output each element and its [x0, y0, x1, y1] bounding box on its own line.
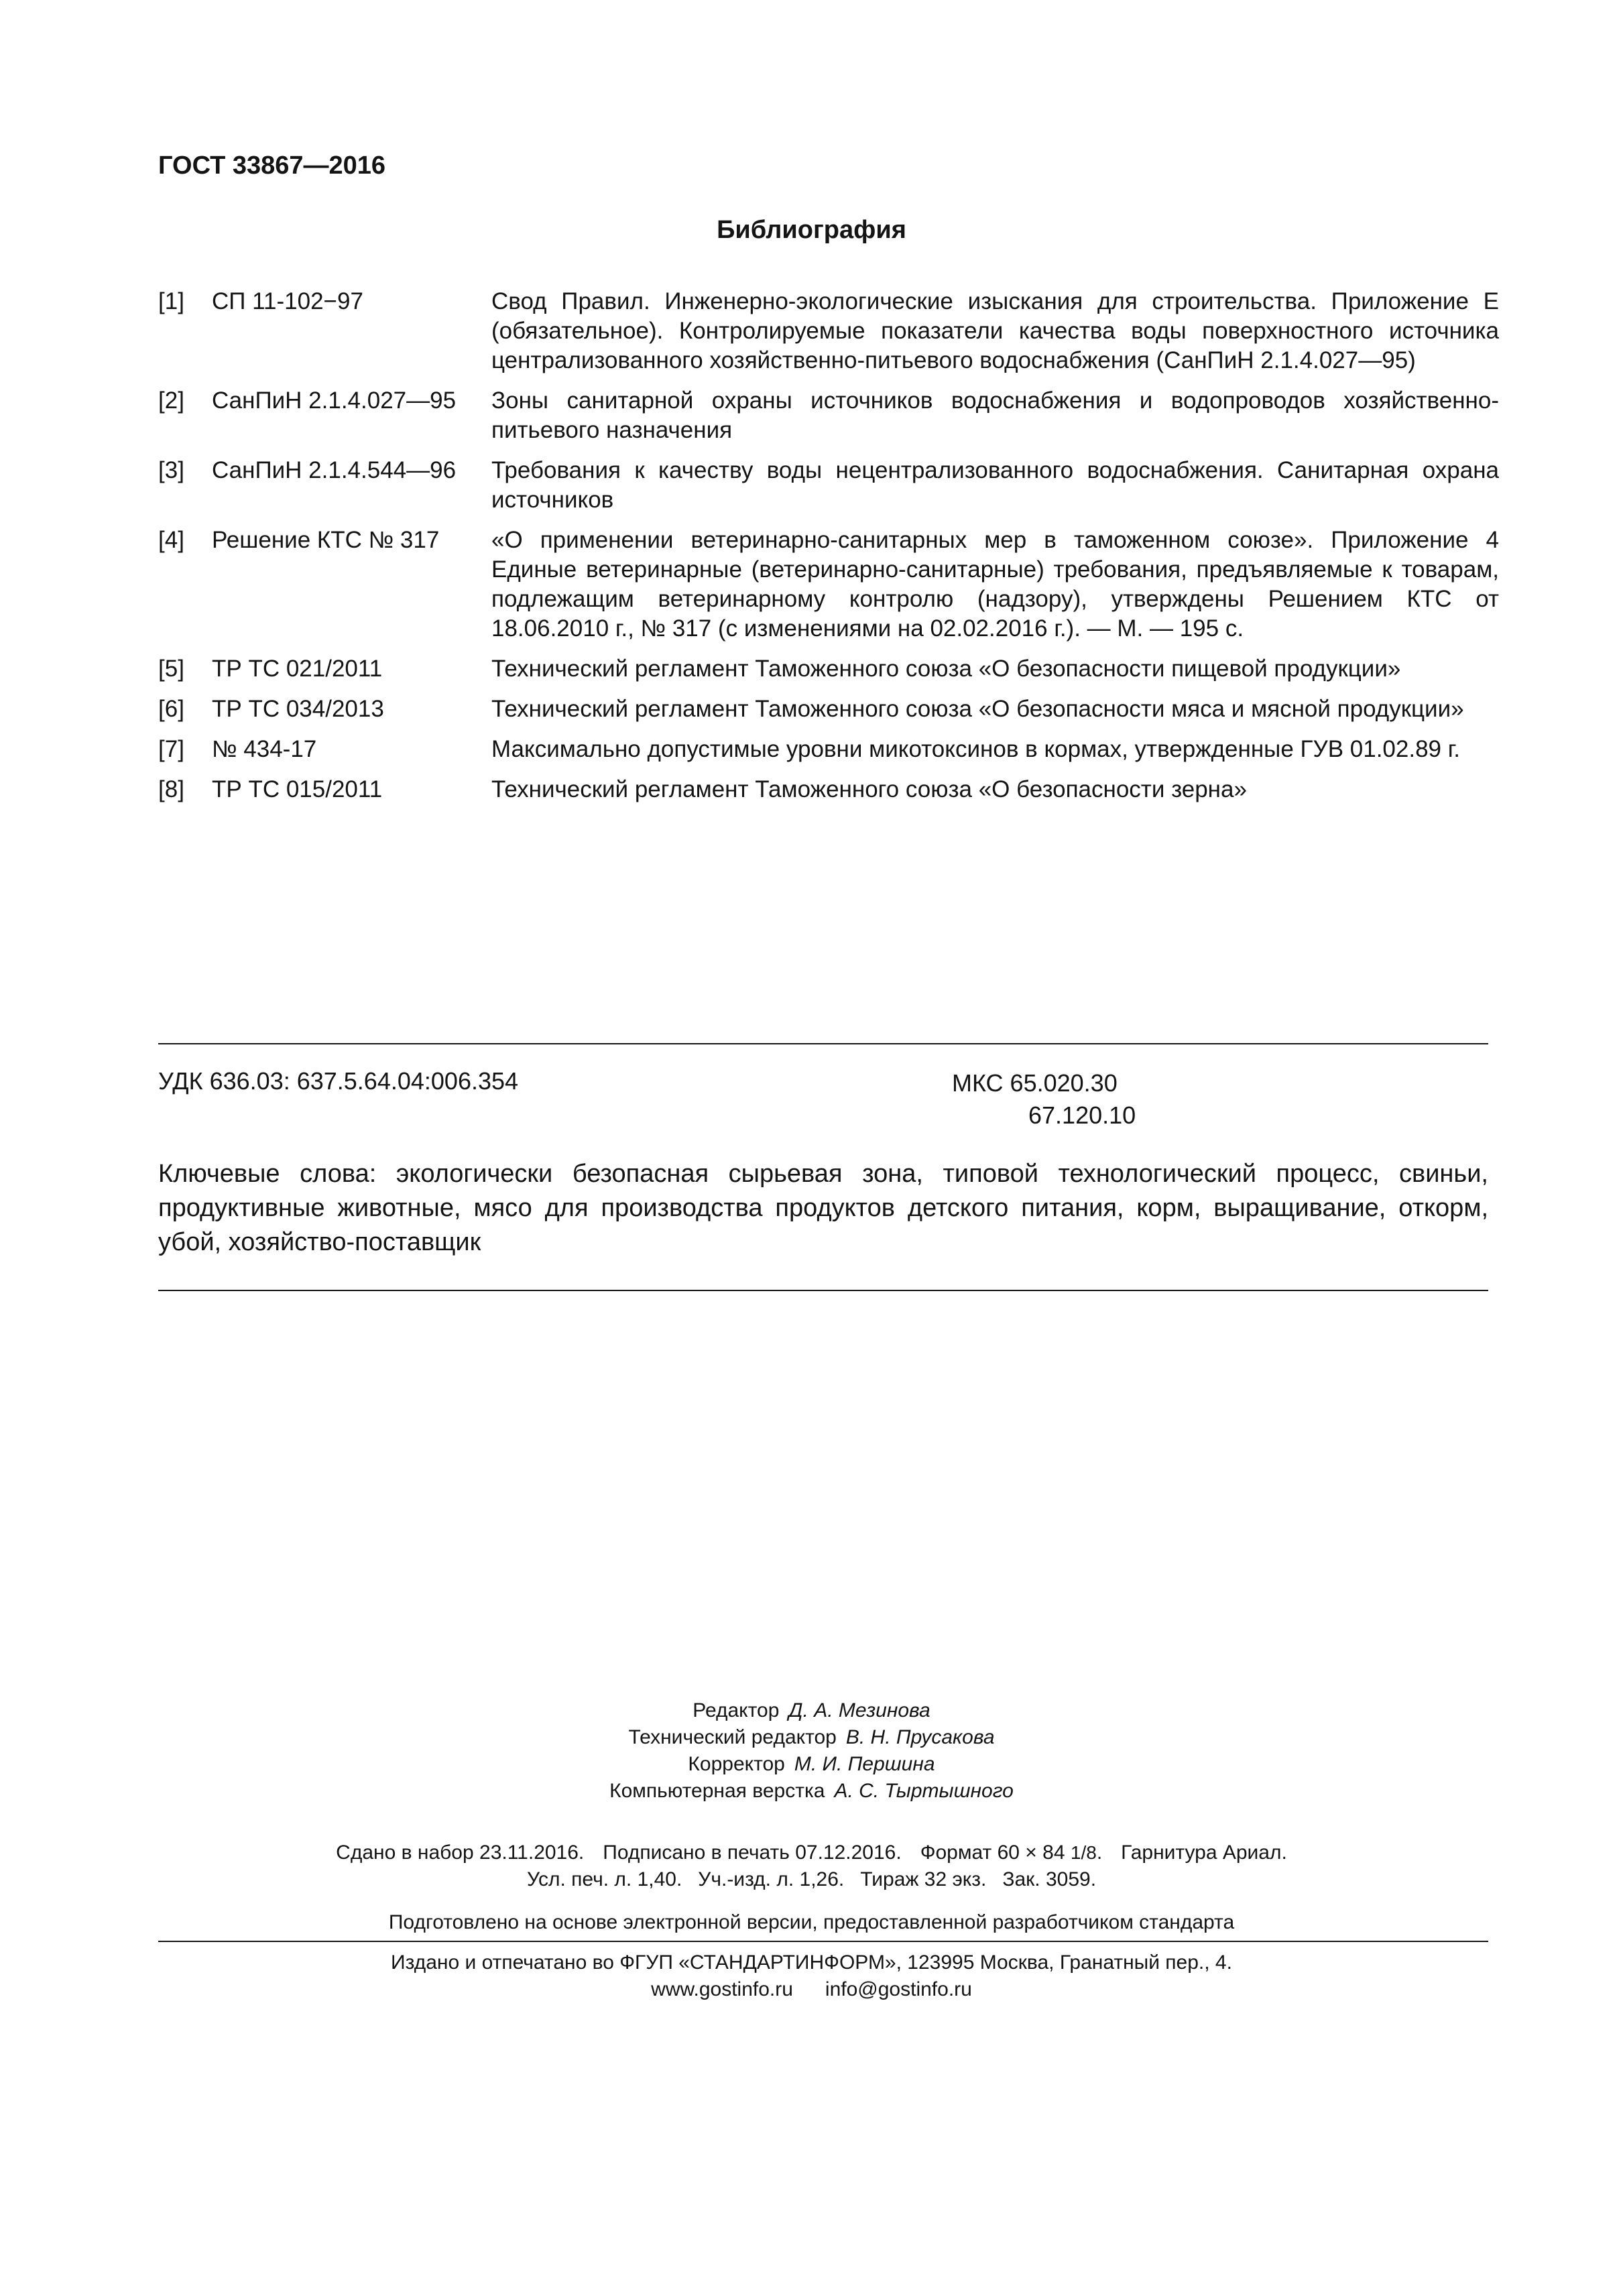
credit-row — [0, 1724, 1623, 1751]
credit-person: М. И. Першина — [794, 1753, 935, 1775]
entry-description: «О применении ветеринарно-санитарных мер в таможенном союзе». Приложение 4 Единые ветеринарные (ветеринарно-санитарные) требования, предъявляемые к товарам, подлежащим ветеринарному контролю (надзору), утверждены Решением КТС от 18.06.2010 г., № 317 (с изменениями на 02.02.2016 г.). — М. — 195 с. — [491, 527, 1499, 642]
bibliography-entry — [158, 287, 1499, 375]
mks-code-2: 67.120.10 — [1028, 1101, 1136, 1129]
bibliography-title: Библиография — [717, 216, 906, 244]
bibliography-entry — [158, 694, 1499, 724]
imprint-pub-sheets: Уч.-изд. л. 1,26. — [698, 1868, 845, 1890]
website-link[interactable]: www.gostinfo.ru — [651, 1978, 793, 2000]
entry-code: СанПиН 2.1.4.027—95 — [212, 387, 457, 414]
imprint — [0, 1839, 1623, 1893]
entry-number: [1] — [158, 288, 184, 314]
entry-description: Технический регламент Таможенного союза «О безопасности мяса и мясной продукции» — [491, 696, 1464, 722]
imprint-signed: Подписано в печать 07.12.2016. — [603, 1841, 902, 1864]
bibliography-entry — [158, 526, 1499, 644]
bibliography-entry — [158, 654, 1499, 684]
imprint-format: Формат 60 × 84 1/8. — [920, 1841, 1103, 1864]
divider-bottom — [158, 1290, 1488, 1291]
publisher-block — [0, 1949, 1623, 2003]
entry-description: Требования к качеству воды нецентрализованного водоснабжения. Санитарная охрана источников — [491, 457, 1499, 513]
credit-role: Корректор — [688, 1753, 785, 1775]
credit-person: А. С. Тыртышного — [834, 1780, 1014, 1802]
entry-code: ТР ТС 015/2011 — [212, 776, 383, 802]
imprint-line-1 — [0, 1839, 1623, 1866]
entry-code: СанПиН 2.1.4.544—96 — [212, 457, 457, 483]
entry-number: [5] — [158, 656, 184, 682]
divider-imprint — [158, 1941, 1488, 1942]
imprint-order: Зак. 3059. — [1002, 1868, 1097, 1890]
credit-role: Компьютерная верстка — [609, 1780, 825, 1802]
entry-description: Свод Правил. Инженерно-экологические изыскания для строительства. Приложение Е (обязательное). Контролируемые показатели качества воды поверхностного источника централизованного хозяйственно-питьевого водоснабжения (СанПиН 2.1.4.027—95) — [491, 288, 1499, 373]
mks-code-1: МКС 65.020.30 — [952, 1069, 1118, 1097]
credit-row — [0, 1778, 1623, 1805]
divider-top — [158, 1043, 1488, 1044]
document-code: ГОСТ 33867—2016 — [158, 152, 386, 180]
bibliography-entry — [158, 735, 1499, 764]
entry-number: [8] — [158, 776, 184, 802]
credits — [0, 1697, 1623, 1805]
mks-codes — [952, 1067, 1136, 1132]
entry-description: Технический регламент Таможенного союза «О безопасности пищевой продукции» — [491, 656, 1401, 682]
entry-code: № 434-17 — [212, 736, 317, 762]
email-link[interactable]: info@gostinfo.ru — [825, 1978, 972, 2000]
imprint-print-sheets: Усл. печ. л. 1,40. — [526, 1868, 682, 1890]
credit-row — [0, 1697, 1623, 1724]
prepared-note: Подготовлено на основе электронной версии, предоставленной разработчиком стандарта — [388, 1911, 1235, 1933]
entry-code: СП 11-102−97 — [212, 288, 363, 314]
credit-role: Редактор — [693, 1699, 780, 1721]
contacts — [0, 1976, 1623, 2003]
bibliography-entry — [158, 386, 1499, 445]
bibliography-entry — [158, 456, 1499, 515]
entry-code: Решение КТС № 317 — [212, 527, 440, 553]
entry-number: [6] — [158, 696, 184, 722]
entry-code: ТР ТС 021/2011 — [212, 656, 383, 682]
udc-code: УДК 636.03: 637.5.64.04:006.354 — [158, 1067, 519, 1095]
bibliography-entry — [158, 775, 1499, 804]
entry-number: [2] — [158, 387, 184, 414]
imprint-format-prefix: Формат 60 × 84 — [920, 1841, 1065, 1864]
entry-description: Технический регламент Таможенного союза «О безопасности зерна» — [491, 776, 1247, 802]
publisher-address: Издано и отпечатано во ФГУП «СТАНДАРТИНФОРМ», 123995 Москва, Гранатный пер., 4. — [391, 1951, 1232, 1974]
imprint-sent: Сдано в набор 23.11.2016. — [336, 1841, 585, 1864]
entry-description: Зоны санитарной охраны источников водоснабжения и водопроводов хозяйственно-питьевого назначения — [491, 387, 1499, 443]
entry-description: Максимально допустимые уровни микотоксинов в кормах, утвержденные ГУВ 01.02.89 г. — [491, 736, 1460, 762]
imprint-format-fraction: 1/8 — [1070, 1842, 1097, 1863]
credit-row — [0, 1751, 1623, 1778]
entry-number: [4] — [158, 527, 184, 553]
credit-person: Д. А. Мезинова — [788, 1699, 930, 1721]
credit-person: В. Н. Прусакова — [845, 1726, 995, 1748]
bibliography-list — [158, 287, 1499, 815]
imprint-line-2 — [0, 1866, 1623, 1893]
entry-number: [3] — [158, 457, 184, 483]
entry-code: ТР ТС 034/2013 — [212, 696, 384, 722]
keywords: Ключевые слова: экологически безопасная сырьевая зона, типовой технологический процесс, свиньи, продуктивные животные, мясо для производства продуктов детского питания, корм, выращивание, откорм, убой, хозяйство-поставщик — [158, 1160, 1488, 1256]
imprint-font: Гарнитура Ариал. — [1121, 1841, 1287, 1864]
credit-role: Технический редактор — [628, 1726, 837, 1748]
entry-number: [7] — [158, 736, 184, 762]
imprint-run: Тираж 32 экз. — [860, 1868, 987, 1890]
